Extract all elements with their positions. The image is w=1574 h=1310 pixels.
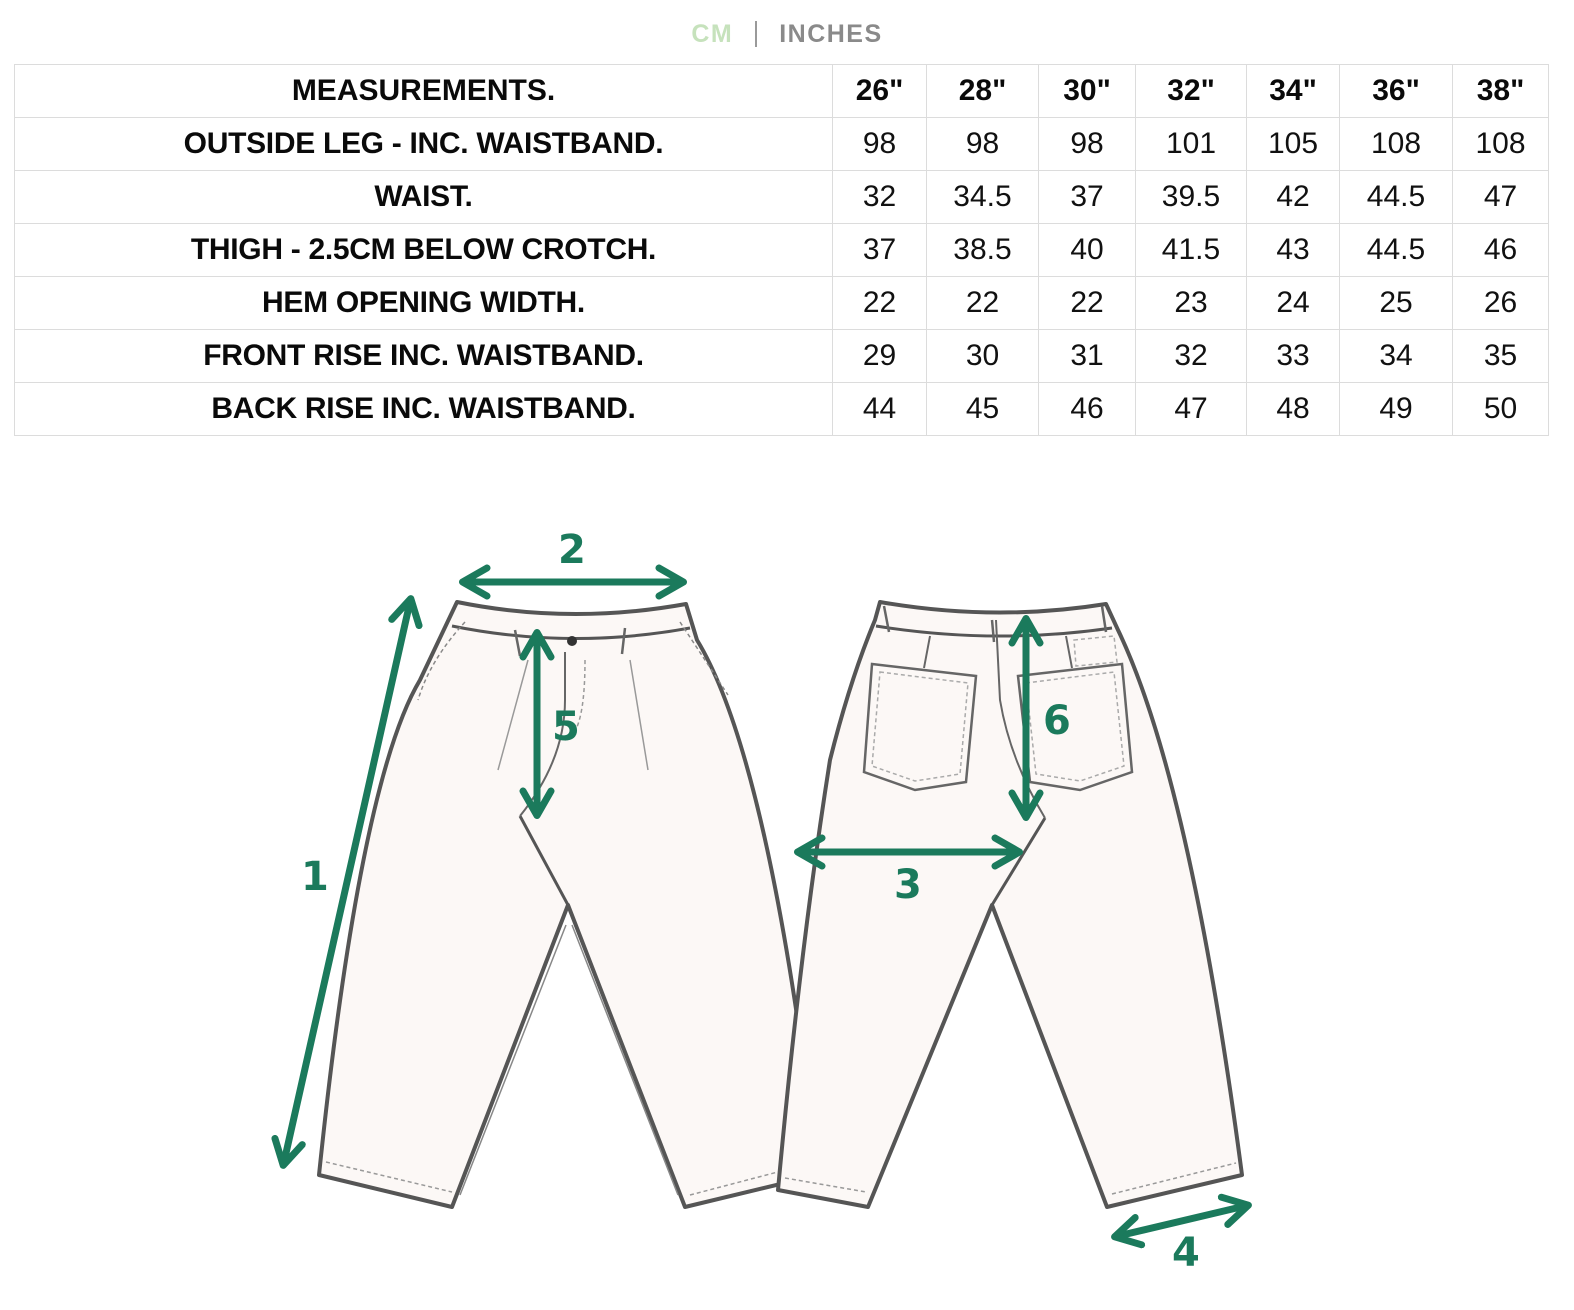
measurements-header: MEASUREMENTS. <box>15 65 833 118</box>
table-cell: 22 <box>927 277 1039 330</box>
table-cell: 40 <box>1039 224 1136 277</box>
unit-cm-option[interactable]: CM <box>691 19 734 48</box>
table-cell: 25 <box>1340 277 1453 330</box>
table-cell: 46 <box>1453 224 1549 277</box>
table-cell: 29 <box>833 330 927 383</box>
table-cell: 32 <box>1136 330 1247 383</box>
table-cell: 39.5 <box>1136 171 1247 224</box>
row-label: HEM OPENING WIDTH. <box>15 277 833 330</box>
table-cell: 41.5 <box>1136 224 1247 277</box>
table-cell: 47 <box>1136 383 1247 436</box>
table-cell: 46 <box>1039 383 1136 436</box>
button-icon <box>567 636 577 646</box>
table-cell: 98 <box>927 118 1039 171</box>
table-cell: 34 <box>1340 330 1453 383</box>
table-cell: 98 <box>833 118 927 171</box>
table-cell: 49 <box>1340 383 1453 436</box>
size-chart-table <box>14 64 1549 436</box>
table-header-row <box>15 65 1549 118</box>
table-cell: 42 <box>1247 171 1340 224</box>
table-row <box>15 118 1549 171</box>
marker-3-label: 3 <box>894 862 922 908</box>
table-cell: 44.5 <box>1340 224 1453 277</box>
table-cell: 26 <box>1453 277 1549 330</box>
row-label: OUTSIDE LEG - INC. WAISTBAND. <box>15 118 833 171</box>
row-label: THIGH - 2.5CM BELOW CROTCH. <box>15 224 833 277</box>
size-header: 32" <box>1136 65 1247 118</box>
table-cell: 33 <box>1247 330 1340 383</box>
table-cell: 44.5 <box>1340 171 1453 224</box>
marker-1-label: 1 <box>301 854 329 900</box>
back-pants-outline <box>778 602 1242 1207</box>
table-cell: 108 <box>1453 118 1549 171</box>
table-cell: 43 <box>1247 224 1340 277</box>
table-cell: 47 <box>1453 171 1549 224</box>
table-row <box>15 383 1549 436</box>
marker-4-label: 4 <box>1172 1230 1200 1276</box>
table-cell: 23 <box>1136 277 1247 330</box>
size-header: 28" <box>927 65 1039 118</box>
table-cell: 31 <box>1039 330 1136 383</box>
size-header: 34" <box>1247 65 1340 118</box>
unit-separator <box>755 21 757 47</box>
table-cell: 38.5 <box>927 224 1039 277</box>
size-header: 26" <box>833 65 927 118</box>
table-cell: 22 <box>833 277 927 330</box>
table-row <box>15 224 1549 277</box>
table-cell: 37 <box>833 224 927 277</box>
back-pants-illustration <box>778 602 1242 1207</box>
table-row <box>15 330 1549 383</box>
size-header: 38" <box>1453 65 1549 118</box>
table-cell: 30 <box>927 330 1039 383</box>
front-pants-illustration <box>319 602 818 1207</box>
table-cell: 35 <box>1453 330 1549 383</box>
unit-toggle <box>0 14 1574 54</box>
row-label: WAIST. <box>15 171 833 224</box>
table-cell: 37 <box>1039 171 1136 224</box>
marker-2-label: 2 <box>558 527 586 573</box>
table-cell: 105 <box>1247 118 1340 171</box>
table-cell: 32 <box>833 171 927 224</box>
table-cell: 45 <box>927 383 1039 436</box>
pants-measurement-diagram <box>0 480 1574 1310</box>
table-cell: 34.5 <box>927 171 1039 224</box>
table-cell: 44 <box>833 383 927 436</box>
marker-6-label: 6 <box>1043 698 1071 744</box>
size-header: 36" <box>1340 65 1453 118</box>
table-cell: 101 <box>1136 118 1247 171</box>
table-cell: 98 <box>1039 118 1136 171</box>
table-row <box>15 171 1549 224</box>
unit-inches-option[interactable]: INCHES <box>779 19 883 48</box>
table-cell: 108 <box>1340 118 1453 171</box>
table-cell: 48 <box>1247 383 1340 436</box>
marker-5-label: 5 <box>552 704 580 750</box>
table-cell: 24 <box>1247 277 1340 330</box>
table-row <box>15 277 1549 330</box>
row-label: FRONT RISE INC. WAISTBAND. <box>15 330 833 383</box>
size-header: 30" <box>1039 65 1136 118</box>
row-label: BACK RISE INC. WAISTBAND. <box>15 383 833 436</box>
table-cell: 50 <box>1453 383 1549 436</box>
table-cell: 22 <box>1039 277 1136 330</box>
